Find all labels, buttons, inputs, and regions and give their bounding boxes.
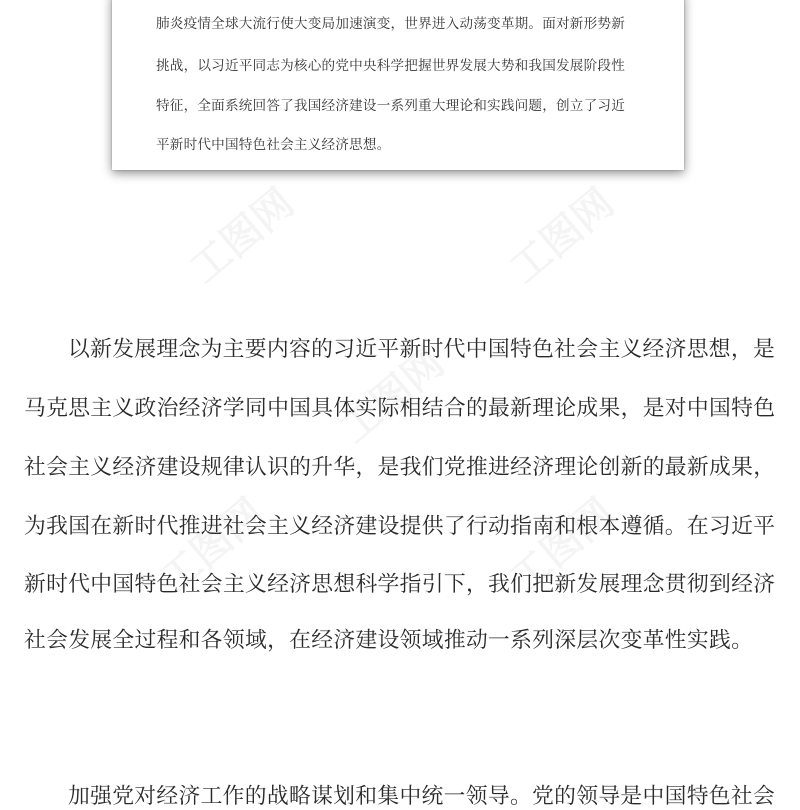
paragraph-line: 为我国在新时代推进社会主义经济建设提供了行动指南和根本遵循。在习近平 bbox=[24, 514, 776, 539]
card-text-line: 肺炎疫情全球大流行使大变局加速演变，世界进入动荡变革期。面对新形势新 bbox=[156, 16, 625, 32]
card-text-line: 挑战，以习近平同志为核心的党中央科学把握世界发展大势和我国发展阶段性 bbox=[156, 58, 625, 74]
paragraph-line: 社会发展全过程和各领域，在经济建设领域推动一系列深层次变革性实践。 bbox=[24, 628, 754, 653]
card-text-line: 特征，全面系统回答了我国经济建设一系列重大理论和实践问题，创立了习近 bbox=[156, 98, 625, 114]
paragraph-line: 以新发展理念为主要内容的习近平新时代中国特色社会主义经济思想，是 bbox=[68, 337, 776, 362]
paragraph-line: 马克思主义政治经济学同中国具体实际相结合的最新理论成果，是对中国特色 bbox=[24, 396, 776, 421]
card-text-line: 平新时代中国特色社会主义经济思想。 bbox=[156, 137, 391, 153]
paragraph-line: 社会主义经济建设规律认识的升华，是我们党推进经济理论创新的最新成果， bbox=[24, 455, 776, 480]
watermark bbox=[176, 173, 305, 294]
quote-card bbox=[112, 0, 684, 170]
watermark bbox=[496, 173, 625, 294]
paragraph-line: 加强党对经济工作的战略谋划和集中统一领导。党的领导是中国特色社会 bbox=[68, 784, 776, 809]
paragraph-line: 新时代中国特色社会主义经济思想科学指引下，我们把新发展理念贯彻到经济 bbox=[24, 572, 776, 597]
